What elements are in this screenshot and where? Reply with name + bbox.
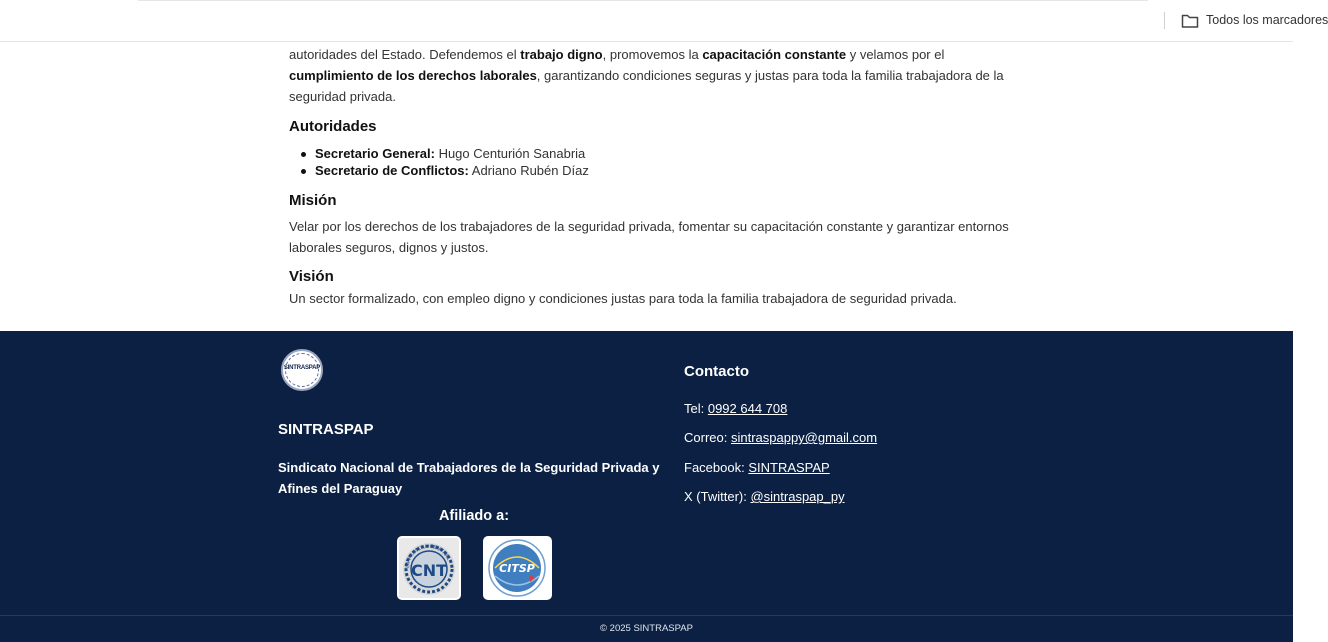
bookmarks-bar [0, 0, 1328, 42]
sintraspap-logo [281, 349, 323, 391]
twitter-link[interactable]: @sintraspap_py [750, 489, 845, 504]
cnt-logo[interactable] [397, 536, 461, 600]
contact-heading: Contacto [684, 363, 749, 380]
contact-phone [684, 401, 787, 416]
autoridades-list [300, 145, 1009, 179]
contact-facebook [684, 460, 830, 475]
toolbar-divider [138, 0, 1148, 1]
phone-link[interactable]: 0992 644 708 [707, 401, 788, 416]
bookmarks-separator [1164, 12, 1165, 29]
citsp-logo-text: CITSP [499, 562, 535, 575]
person-name: Hugo Centurión Sanabria [434, 146, 586, 161]
vision-text: Un sector formalizado, con empleo digno y condiciones justas para toda la familia trabajadora de seguridad privada. [289, 291, 957, 306]
footer-brand: SINTRASPAP [278, 421, 374, 438]
cnt-emblem-icon [399, 538, 459, 598]
intro-text-3: y velamos por el [846, 47, 945, 62]
contact-email [684, 430, 877, 445]
logo-text: SINTRASPAP [283, 365, 321, 371]
twitter-label: X (Twitter): [684, 489, 751, 504]
cnt-ring-text: LA PRIMERA CENTRAL [404, 543, 452, 569]
intro-bold-3: cumplimiento de los derechos laborales [289, 68, 537, 83]
mision-heading: Misión [289, 192, 337, 209]
email-link[interactable]: sintraspappy@gmail.com [730, 430, 878, 445]
list-item [300, 162, 1009, 179]
footer-full-name: Sindicato Nacional de Trabajadores de la Seguridad Privada y Afines del Paraguay [278, 460, 660, 496]
intro-bold-1: trabajo digno [520, 47, 603, 62]
all-bookmarks-link[interactable]: Todos los marcadores [1206, 13, 1328, 27]
list-item [300, 145, 1009, 162]
copyright: © 2025 SINTRASPAP [600, 623, 693, 634]
mision-text: Velar por los derechos de los trabajadores de la seguridad privada, fomentar su capacitación constante y garantizar entornos laborales seguros, dignos y justos. [289, 219, 1009, 255]
intro-text-4: , garantizando condiciones seguras y justas para toda la familia trabajadora de la seguridad privada. [289, 68, 1004, 104]
intro-bold-2: capacitación constante [702, 47, 847, 62]
folder-icon[interactable] [1181, 13, 1199, 29]
intro-text-1: autoridades del Estado. Defendemos el [289, 47, 521, 62]
citsp-emblem-icon [483, 536, 552, 600]
person-name: Adriano Rubén Díaz [468, 163, 589, 178]
intro-text-2: , promovemos la [602, 47, 703, 62]
contact-twitter [684, 489, 845, 504]
facebook-label: Facebook: [684, 460, 749, 475]
footer-divider [0, 615, 1293, 616]
cnt-logo-text: CNT [410, 561, 448, 580]
facebook-link[interactable]: SINTRASPAP [748, 460, 830, 475]
site-footer [0, 331, 1293, 642]
about-section [289, 44, 1009, 309]
vision-heading: Visión [289, 268, 334, 285]
role-label: Secretario de Conflictos: [315, 163, 469, 178]
phone-label: Tel: [684, 401, 708, 416]
role-label: Secretario General: [315, 146, 435, 161]
intro-paragraph [289, 44, 1009, 107]
email-label: Correo: [684, 430, 731, 445]
afiliado-label: Afiliado a: [438, 508, 510, 524]
citsp-logo[interactable] [483, 536, 552, 600]
autoridades-heading: Autoridades [289, 118, 377, 135]
